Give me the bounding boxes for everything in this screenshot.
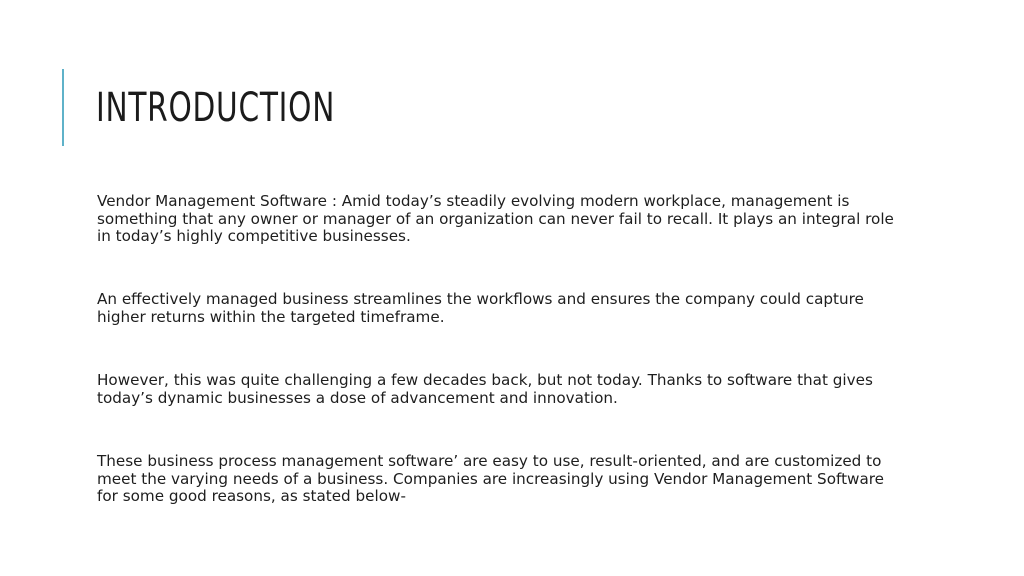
paragraph-challenging-past: However, this was quite challenging a few decades back, but not today. Thanks to software that gives today’s dynamic businesses a dose of advancement and innovation. — [97, 371, 873, 407]
paragraph-vendor-management-intro: Vendor Management Software : Amid today’s steadily evolving modern workplace, management is something that any owner or manager of an organization can never fail to recall. It plays an integral role in today’s highly competitive businesses. — [97, 192, 894, 245]
paragraph-bpm-software: These business process management software’ are easy to use, result-oriented, and are customized to meet the varying needs of a business. Companies are increasingly using Vendor Management Software for some good reasons, as stated below- — [97, 452, 885, 505]
slide-title: INTRODUCTION — [96, 85, 336, 131]
paragraph-managed-business: An effectively managed business streamlines the workflows and ensures the company could capture higher returns within the targeted timeframe. — [97, 290, 864, 326]
title-accent-bar — [62, 69, 64, 146]
